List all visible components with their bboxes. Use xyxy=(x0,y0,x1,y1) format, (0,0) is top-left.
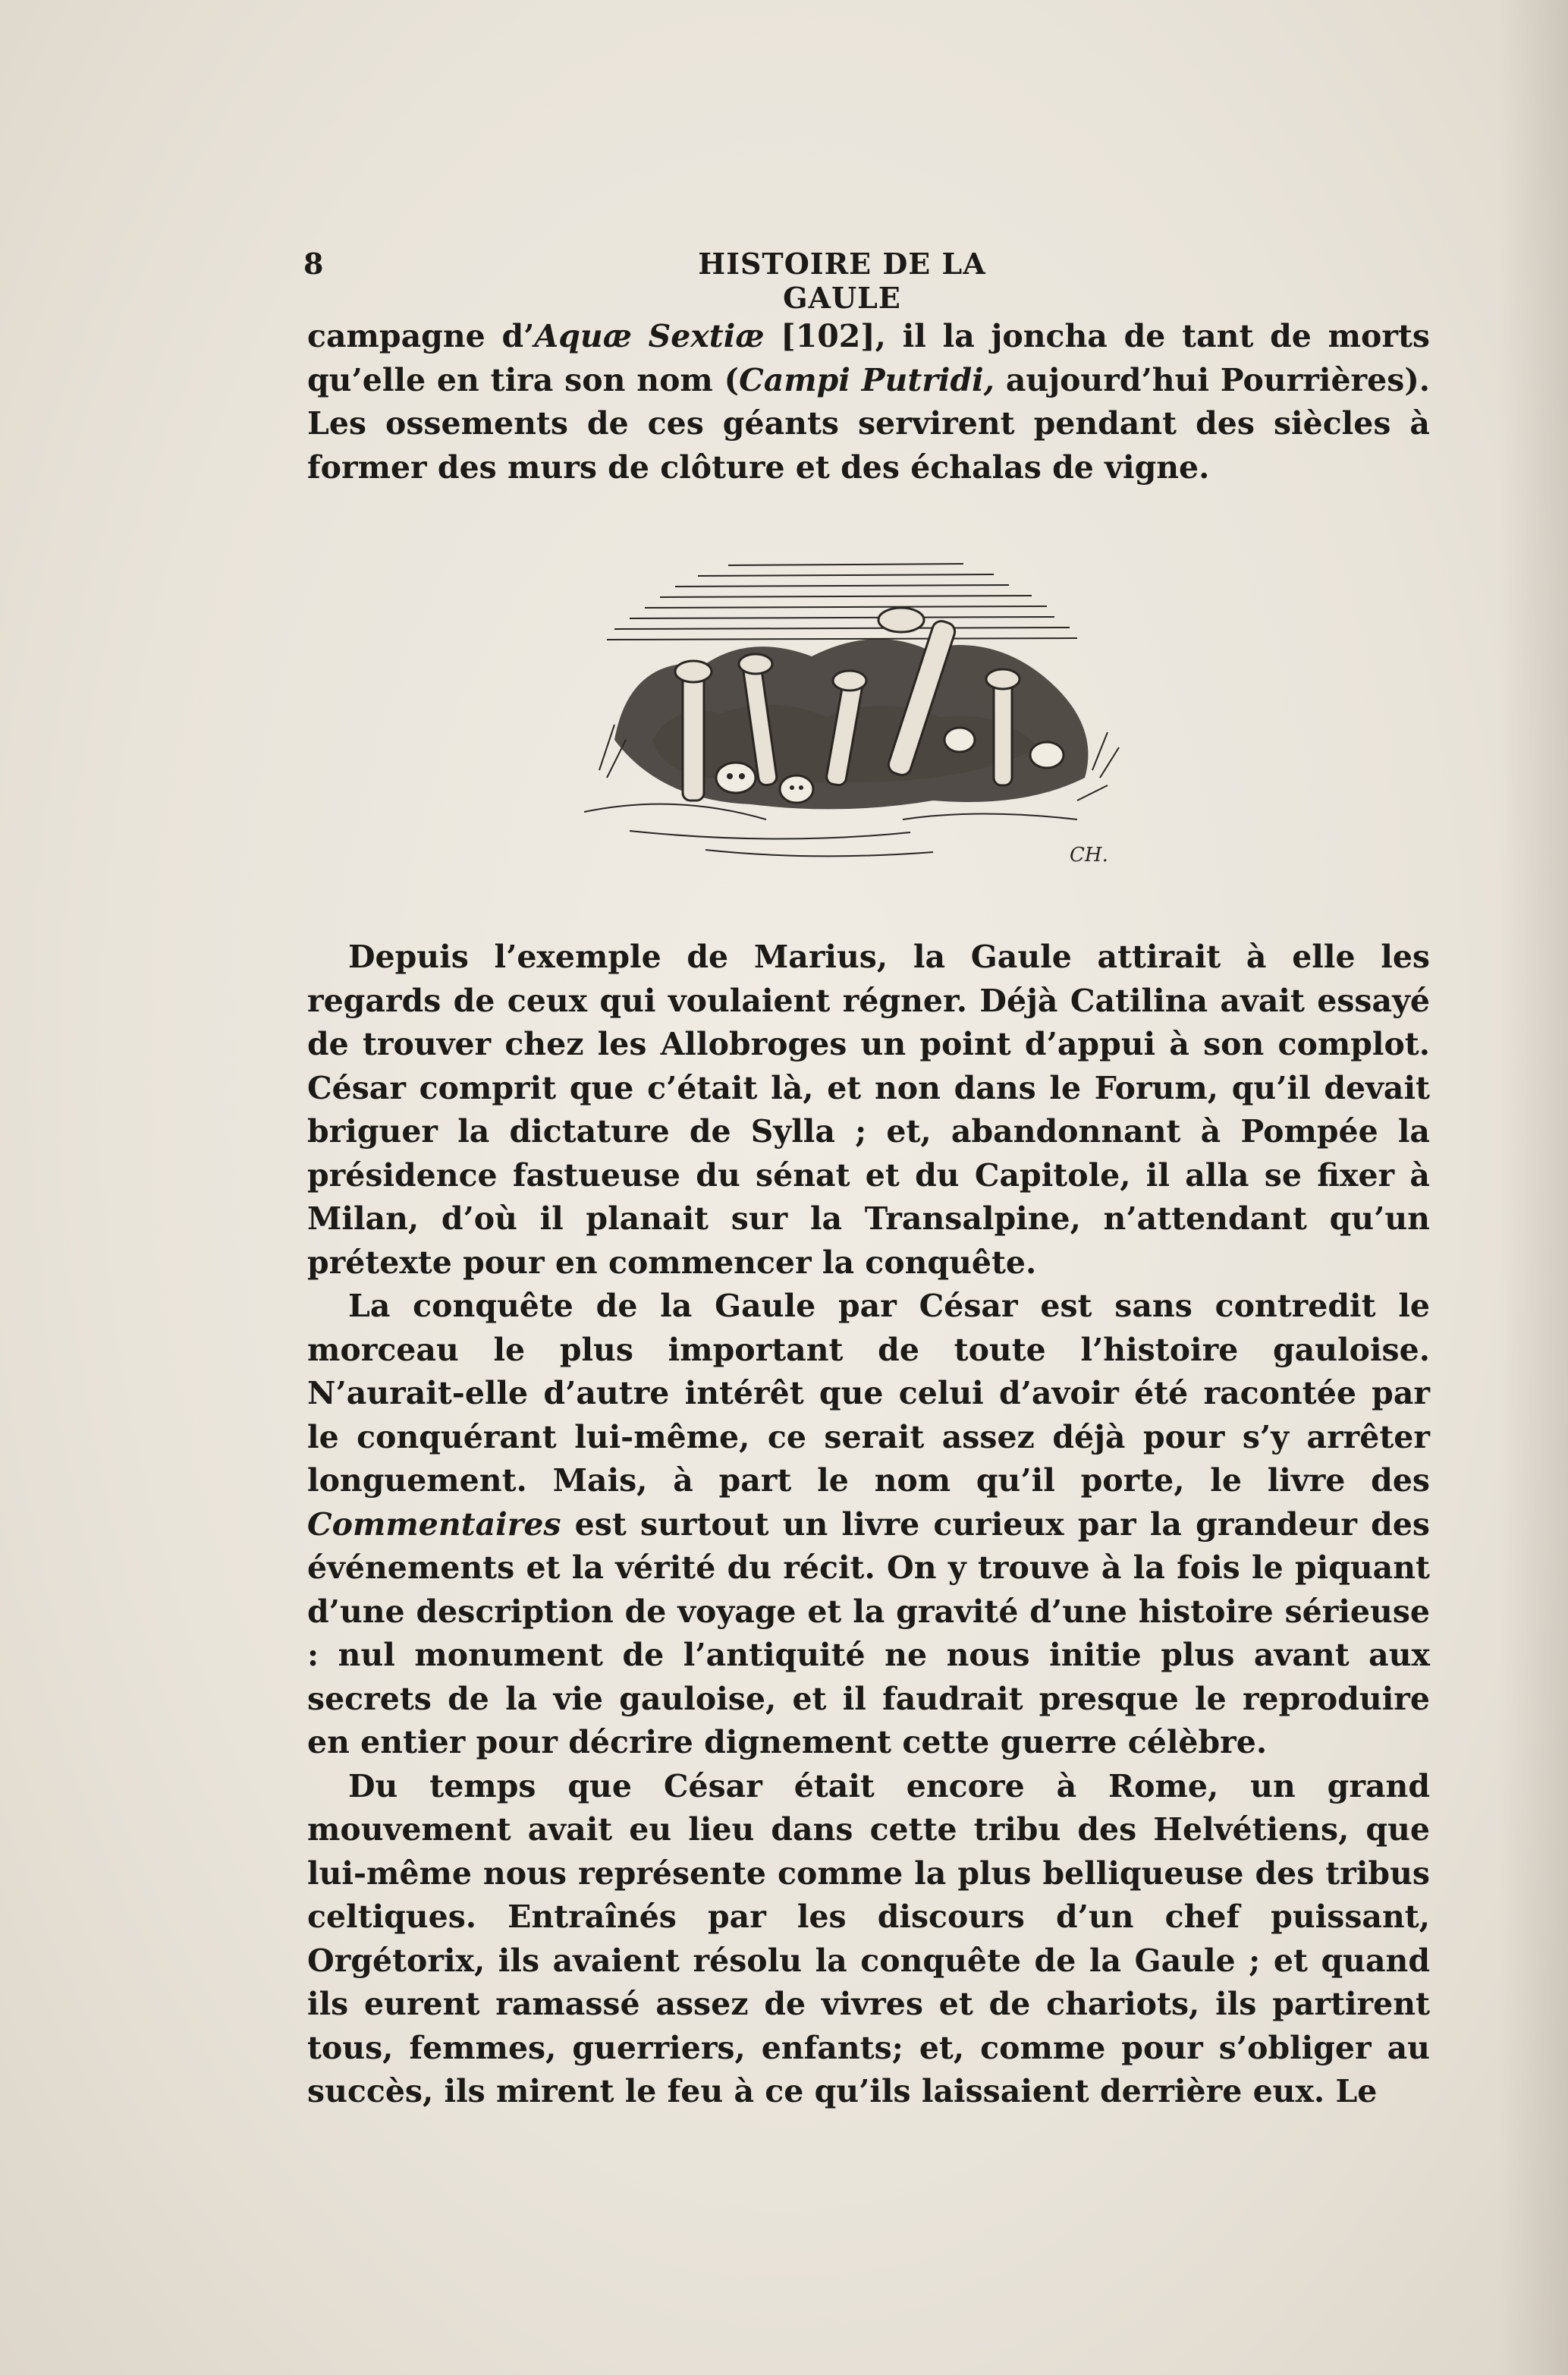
text-run: est surtout un livre curieux par la grandeur des événements et la vérité du récit. On y trouve à la fois le piquant d’une description de voyage et la gravité d’une histoire sérieuse : nul monument de l’antiquité ne nous initie plus avant aux secrets de la vie gauloise, et il faudrait presque le reproduire en entier pour décrire dignement cette guerre célèbre. xyxy=(307,1505,1430,1760)
main-text xyxy=(307,936,1430,2114)
italic-latin-name: Campi Putridi, xyxy=(739,361,995,398)
paragraph-3: Du temps que César était encore à Rome, un grand mouvement avait eu lieu dans cette tribu des Helvétiens, que lui-même nous représente comme la plus belliqueuse des tribus celtiques. Entraînés par les discours d’un chef puissant, Orgétorix, ils avaient résolu la conquête de la Gaule ; et quand ils eurent ramassé assez de vivres et de chariots, ils partirent tous, femmes, guerriers, enfants; et, comme pour s’obliger au succès, ils mirent le feu à ce qu’ils laissaient derrière eux. Le xyxy=(307,1767,1430,2109)
artist-signature: CH. xyxy=(1070,844,1108,867)
italic-book-title: Commentaires xyxy=(307,1505,561,1543)
running-title: HISTOIRE DE LA GAULE xyxy=(698,247,986,315)
bones-vignette-drawing xyxy=(584,550,1130,876)
page-edge-shadow xyxy=(1500,0,1568,2375)
page-header xyxy=(303,247,1434,315)
paragraph-continuation xyxy=(307,315,1430,489)
engraved-illustration xyxy=(584,550,1130,876)
page-number: 8 xyxy=(303,247,324,281)
text-run: La conquête de la Gaule par César est sans contredit le morceau le plus important de toute l’histoire gauloise. N’aurait-elle d’autre intérêt que celui d’avoir été racontée par le conquérant lui-même, ce serait assez déjà pour s’y arrêter longuement. Mais, à part le nom qu’il porte, le livre des xyxy=(307,1288,1430,1499)
paragraph-1: Depuis l’exemple de Marius, la Gaule attirait à elle les regards de ceux qui voulaient régner. Déjà Catilina avait essayé de trouver chez les Allobroges un point d’appui à son complot. César comprit que c’était là, et non dans le Forum, qu’il devait briguer la dictature de Sylla ; et, abandonnant à Pompée la présidence fastueuse du sénat et du Capitole, il alla se fixer à Milan, d’où il planait sur la Transalpine, n’attendant qu’un prétexte pour en commencer la conquête. xyxy=(307,939,1430,1281)
continued-paragraph xyxy=(307,315,1430,489)
text-run: [102], il la joncha de tant de morts qu’elle en tira son nom ( xyxy=(307,318,1431,398)
text-run: aujourd’hui Pourrières). Les ossements de ces géants servirent pendant des siècles à former des murs de clôture et des échalas de vigne. xyxy=(307,361,1430,486)
paragraph-2 xyxy=(307,1285,1430,1765)
text-run: campagne d’ xyxy=(307,318,535,354)
italic-place-name: Aquæ Sextiæ xyxy=(534,318,765,354)
